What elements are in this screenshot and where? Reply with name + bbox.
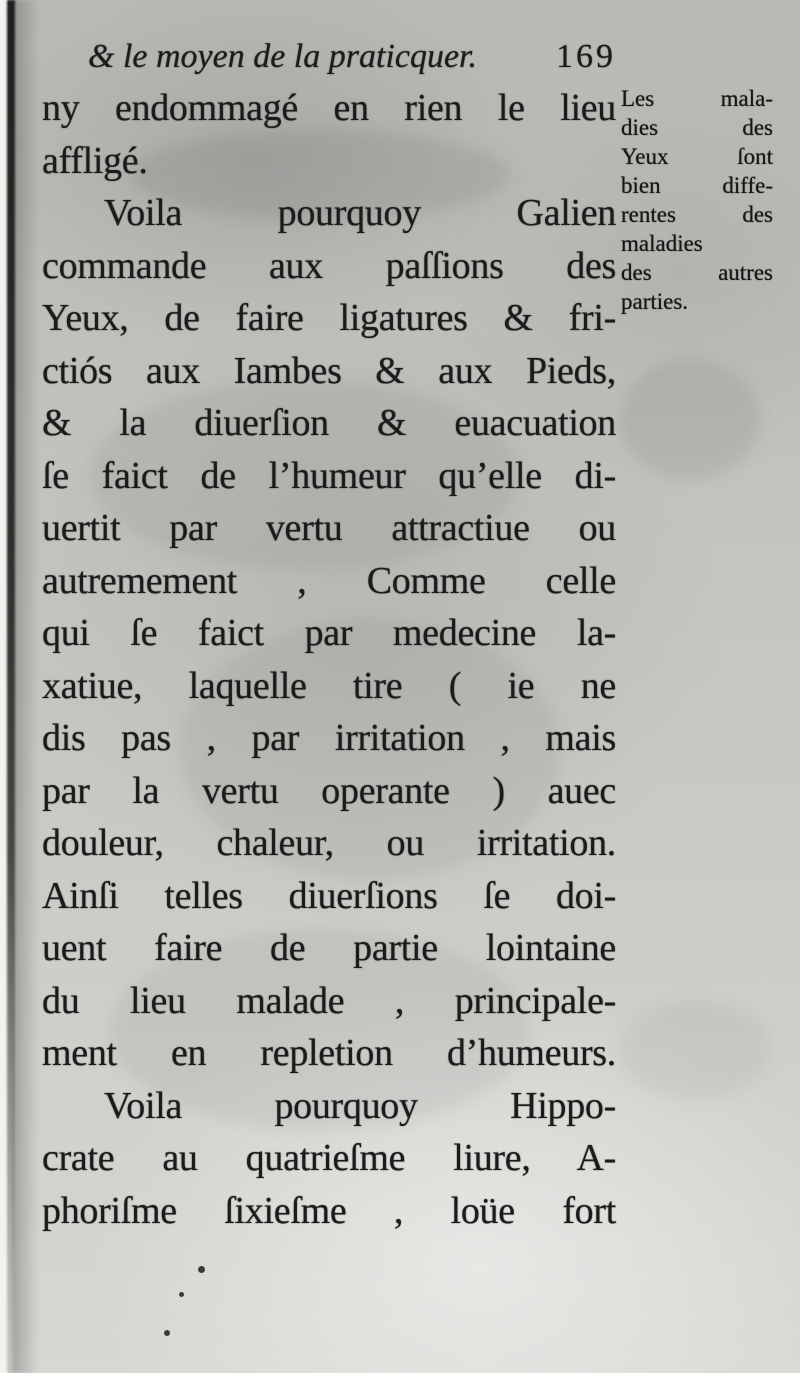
margin-note-line: Yeux ſont xyxy=(621,144,773,169)
text-line: par la vertu operante ) auec xyxy=(42,769,616,812)
text-line: xatiue, laquelle tire ( ie ne xyxy=(42,664,616,707)
ink-speck xyxy=(198,1266,205,1273)
book-gutter-soft-shadow xyxy=(13,0,39,1373)
text-line: crate au quatrieſme liure, A- xyxy=(42,1137,616,1179)
text-line: dis pas , par irritation , mais xyxy=(42,717,616,759)
margin-note-line: rentes des xyxy=(621,202,773,227)
margin-note-line: dies des xyxy=(621,115,773,140)
margin-note-line: maladies xyxy=(621,231,703,256)
text-line: commande aux paſſions des xyxy=(42,244,616,287)
text-line: Yeux, de faire ligatures & fri- xyxy=(42,297,616,339)
text-line: autremement , Comme celle xyxy=(42,559,616,602)
text-line: & la diuerſion & euacuation xyxy=(42,402,616,444)
text-line: qui ſe faict par medecine la- xyxy=(42,612,616,654)
page-number: 169 xyxy=(556,38,616,75)
margin-note-line: bien diffe- xyxy=(621,173,773,198)
text-line: ment en repletion d’humeurs. xyxy=(42,1032,616,1074)
running-header xyxy=(88,38,616,86)
text-line: phoriſme ſixieſme , loüe fort xyxy=(42,1189,616,1232)
text-line: Voila pourquoy Hippo- xyxy=(104,1084,616,1127)
margin-note-line: des autres xyxy=(621,260,773,285)
show-through-smudge xyxy=(620,360,760,480)
text-line: uertit par vertu attractiue ou xyxy=(42,507,616,549)
ink-speck xyxy=(164,1330,170,1336)
text-line: du lieu malade , principale- xyxy=(42,979,616,1022)
margin-note-line: Les mala- xyxy=(621,86,773,111)
show-through-smudge xyxy=(620,1000,770,1100)
main-text-column xyxy=(42,82,616,1237)
text-line: ſe faict de l’humeur qu’elle di- xyxy=(42,454,616,497)
margin-note-line: parties. xyxy=(621,289,689,314)
text-line: Voila pourquoy Galien xyxy=(104,192,616,234)
text-line: uent faire de partie lointaine xyxy=(42,927,616,969)
ink-speck xyxy=(179,1292,184,1297)
running-title: & le moyen de la praticquer. xyxy=(88,38,478,75)
text-line: douleur, chaleur, ou irritation. xyxy=(42,822,616,864)
text-line: ctiós aux Iambes & aux Pieds, xyxy=(42,349,616,392)
text-line: ny endommagé en rien le lieu xyxy=(42,87,616,129)
text-line: Ainſi telles diuerſions ſe doi- xyxy=(42,874,616,917)
margin-note xyxy=(621,84,773,316)
text-line: affligé. xyxy=(42,139,148,182)
